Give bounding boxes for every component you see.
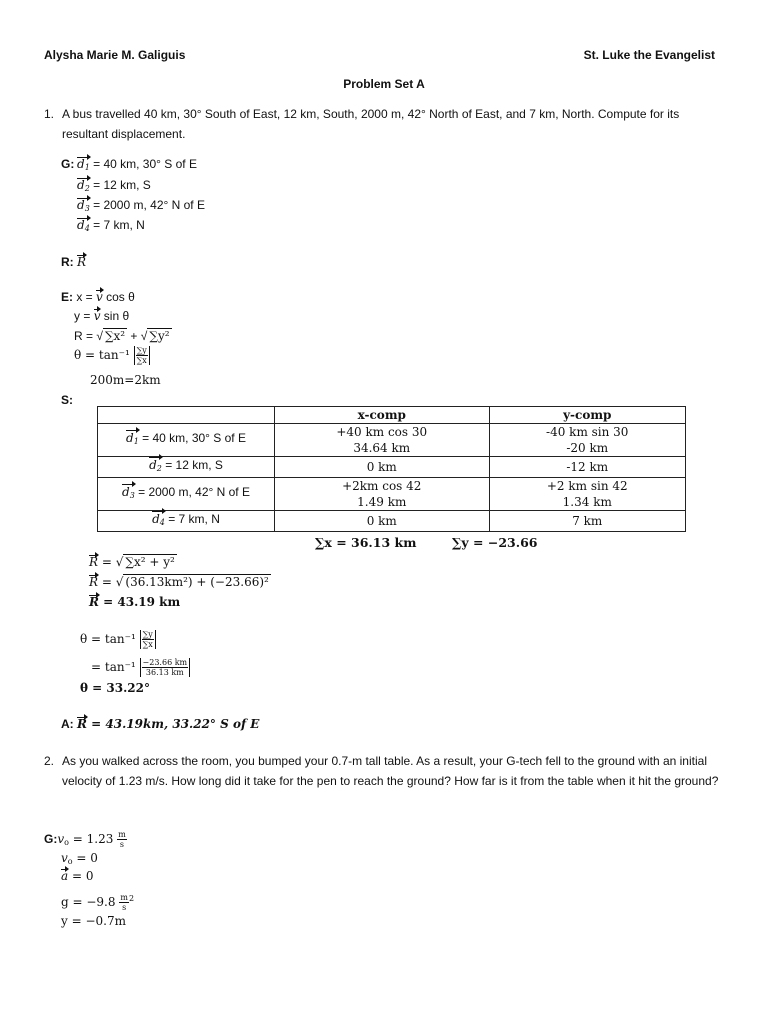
y-component-cell: +2 km sin 42 1.34 km [489,478,686,511]
school-name: St. Luke the Evangelist [583,48,715,62]
resultant-result: R = 43.19 km [89,595,181,609]
vector-d-label: $d_1$ [77,157,90,172]
sum-x: ∑x = 36.13 km [315,535,417,550]
resultant-line-1: R = √ ∑x² + y² [89,555,175,569]
given2-line-2: $v_o = 0$ [61,851,98,866]
x-component-cell: 0 km [275,457,490,478]
x-component-cell: 0 km [275,511,490,532]
equation-y: y = v sin θ [74,309,130,323]
vector-r-label: R [77,255,87,269]
table-row [98,457,686,478]
given2-line-4: g = −9.8 $\frac{m}{s}$ $^2$ [61,893,135,912]
required-line: R: R [61,255,87,269]
vector-cell: $d_3 = 2000$ m, 42° N of E [98,478,275,511]
table-header-cell [98,407,275,424]
equation-r: R = √ ∑x² + √ ∑y² [74,329,170,343]
y-component-cell: 7 km [489,511,686,532]
y-component-cell: -12 km [489,457,686,478]
problem-2-number: 2. [44,754,55,768]
given-line-4: $d_4 = 7$ km, N [77,218,145,233]
given-line-2: $d_2 = 12$ km, S [77,178,151,193]
table-header-row [98,407,686,424]
given-line-1: $d_1 = 40$ km, 30° S of E [77,157,197,172]
problem-1-text: A bus travelled 40 km, 30° South of East, 12 km, South, 2000 m, 42° North of East, and 7 km, North. Compute for its resultant displacement. [62,107,680,141]
table-header-cell: x-comp [275,407,490,424]
y-component-cell: -40 km sin 30 -20 km [489,424,686,457]
given-label: G: [61,157,75,171]
sum-y: ∑y = −23.66 [452,535,538,550]
resultant-line-2: R = √ (36.13km²) + (−23.66)² [89,575,269,589]
angle-result: θ = 33.22° [80,681,150,695]
given-line-3: $d_3 = 2000$ m, 42° N of E [77,198,205,213]
angle-line-2: = tan⁻¹ $\frac{-23.66 km}{36.13 km}$ [91,658,190,677]
x-component-cell: +2km cos 42 1.49 km [275,478,490,511]
problem-1-number: 1. [44,107,55,121]
vector-cell: $d_4 = 7$ km, N [98,511,275,532]
vector-cell: $d_1 = 40$ km, 30° S of E [98,424,275,457]
given2-line-3: a = 0 [61,869,94,883]
solution-label: S: [61,393,73,407]
page-title: Problem Set A [343,77,425,91]
unit-conversion: 200m=2km [90,373,161,387]
answer-line: A: R = 43.19km, 33.22° S of E [61,717,260,731]
table-row [98,511,686,532]
angle-line-1: θ = tan⁻¹ $\frac{\sum y}{\sum x}$ [80,630,156,649]
vector-d-label: $d_3$ [77,198,90,213]
equation-theta: θ = tan⁻¹ $\frac{\sum y}{\sum x}$ [74,346,150,365]
author-name: Alysha Marie M. Galiguis [44,48,186,62]
given2-line-5: y = −0.7m [61,914,126,928]
vector-cell: $d_2 = 12$ km, S [98,457,275,478]
vector-d-label: $d_2$ [77,178,90,193]
table-row [98,478,686,511]
table-row [98,424,686,457]
given2-line-1: $G:v_o = 1.23$ $\frac{m}{s}$ [44,830,126,849]
vector-d-label: $d_4$ [77,218,90,233]
x-component-cell: +40 km cos 30 34.64 km [275,424,490,457]
table-header-cell: y-comp [489,407,686,424]
problem-2-text: As you walked across the room, you bumped your 0.7-m tall table. As a result, your G-tech fell to the ground with an initial velocity of 1.23 m/s. How long did it take for the pen to reach the ground? How far is it from the table when it hit the ground? [62,754,719,788]
components-table [97,406,686,532]
equation-x: E: x = v cos θ [61,290,135,304]
